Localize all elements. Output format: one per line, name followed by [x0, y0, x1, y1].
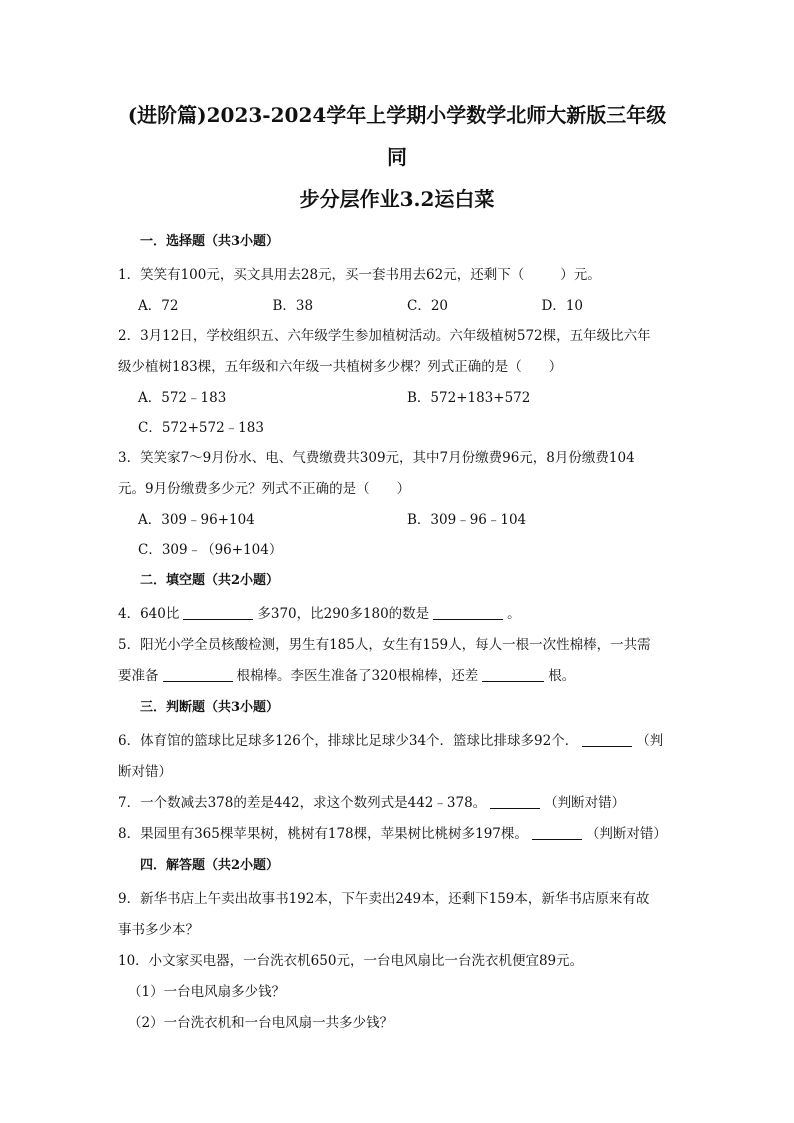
question-4-text-a: 4．640比: [118, 606, 180, 622]
question-6-line-1: [118, 726, 676, 757]
section-choice: 一．选择题（共3小题）: [140, 234, 280, 249]
question-10-line-1: 10．小文家买电器，一台洗衣机650元，一台电风扇比一台洗衣机便宜89元。: [118, 953, 584, 969]
question-9: [118, 884, 676, 946]
question-5-text-b: 根棉棒。李医生准备了320根棉棒，还差: [236, 668, 479, 684]
question-6-text-a: 6．体育馆的篮球比足球多126个，排球比足球少34个．篮球比排球多92个．: [118, 733, 579, 749]
question-2-options-row-2: [118, 413, 676, 443]
question-5-line-2: [118, 661, 676, 692]
question-4-text-c: 。: [507, 606, 521, 622]
answer-blank[interactable]: [582, 732, 632, 747]
option-c: C．20: [407, 298, 449, 314]
question-3-options-row-2: [118, 535, 676, 565]
option-d: D．10: [541, 298, 584, 314]
section-fill-blank: 二．填空题（共2小题）: [140, 573, 280, 588]
option-c: C．572+572﹣183: [138, 420, 264, 436]
question-10-sub-1: （1）一台电风扇多少钱？: [128, 984, 286, 1000]
option-b: B．38: [272, 298, 314, 314]
option-b: B．309﹣96﹣104: [407, 512, 527, 528]
question-5-text-c: 根。: [548, 668, 576, 684]
option-c: C．309﹣（96+104）: [138, 542, 283, 558]
question-1-text-b: ）元。: [560, 267, 601, 283]
answer-blank[interactable]: [183, 605, 253, 620]
section-true-false: 三．判断题（共3小题）: [140, 700, 280, 715]
question-3: [118, 443, 676, 505]
question-2: [118, 321, 676, 383]
question-9-line-2: 事书多少本？: [118, 922, 199, 938]
question-6-line-2: 断对错）: [118, 764, 172, 780]
answer-blank[interactable]: [482, 667, 544, 682]
title-line-1: (进阶篇)2023-2024学年上学期小学数学北师大新版三年级同: [127, 103, 667, 169]
question-10-sub-2: （2）一台洗衣机和一台电风扇一共多少钱？: [128, 1015, 394, 1031]
question-5: [118, 630, 676, 692]
answer-blank[interactable]: [163, 667, 233, 682]
question-5-line-1: 5．阳光小学全员核酸检测，男生有185人，女生有159人，每人一根一次性棉棒，一共需: [118, 637, 651, 653]
question-4-text-b: 多370，比290多180的数是: [257, 606, 430, 622]
question-7-text-b: （判断对错）: [544, 795, 626, 811]
question-9-line-1: 9．新华书店上午卖出故事书192本，下午卖出249本，还剩下159本，新华书店原来有故: [118, 891, 650, 907]
question-3-line-2: 元。9月份缴费多少元？列式不正确的是（ ）: [118, 481, 411, 497]
question-2-line-2: 级少植树183棵，五年级和六年级一共植树多少棵？列式正确的是（ ）: [118, 359, 563, 375]
question-8-text-b: （判断对错）: [585, 826, 667, 842]
answer-blank[interactable]: [532, 825, 582, 840]
page-title: [118, 94, 676, 220]
question-3-options: [118, 505, 676, 535]
section-word-problems: 四．解答题（共2小题）: [140, 858, 280, 873]
question-5-text-a: 要准备: [118, 668, 159, 684]
option-a: A．309﹣96+104: [138, 512, 255, 528]
option-a: A．572﹣183: [138, 390, 227, 406]
title-line-2: 步分层作业3.2运白菜: [299, 187, 495, 211]
question-1-text-a: 1．笑笑有100元，买文具用去28元，买一套书用去62元，还剩下（: [118, 267, 525, 283]
question-6-text-b: （判: [636, 733, 664, 749]
option-b: B．572+183+572: [407, 390, 531, 406]
question-1-options: [118, 291, 676, 321]
option-a: A．72: [138, 298, 179, 314]
question-1: [118, 260, 676, 291]
answer-blank[interactable]: [490, 794, 540, 809]
answer-blank[interactable]: [433, 605, 503, 620]
question-4: [118, 599, 676, 630]
question-6: [118, 726, 676, 788]
question-2-line-1: 2．3月12日，学校组织五、六年级学生参加植树活动。六年级植树572棵，五年级比六年: [118, 328, 651, 344]
question-8-text-a: 8．果园里有365棵苹果树，桃树有178棵，苹果树比桃树多197棵。: [118, 826, 528, 842]
question-2-options: [118, 383, 676, 413]
question-7: [118, 788, 676, 819]
question-3-line-1: 3．笑笑家7～9月份水、电、气费缴费共309元，其中7月份缴费96元，8月份缴费104: [118, 450, 635, 466]
question-8: [118, 819, 676, 850]
question-10: [118, 946, 676, 977]
question-7-text-a: 7．一个数减去378的差是442，求这个数列式是442﹣378。: [118, 795, 487, 811]
